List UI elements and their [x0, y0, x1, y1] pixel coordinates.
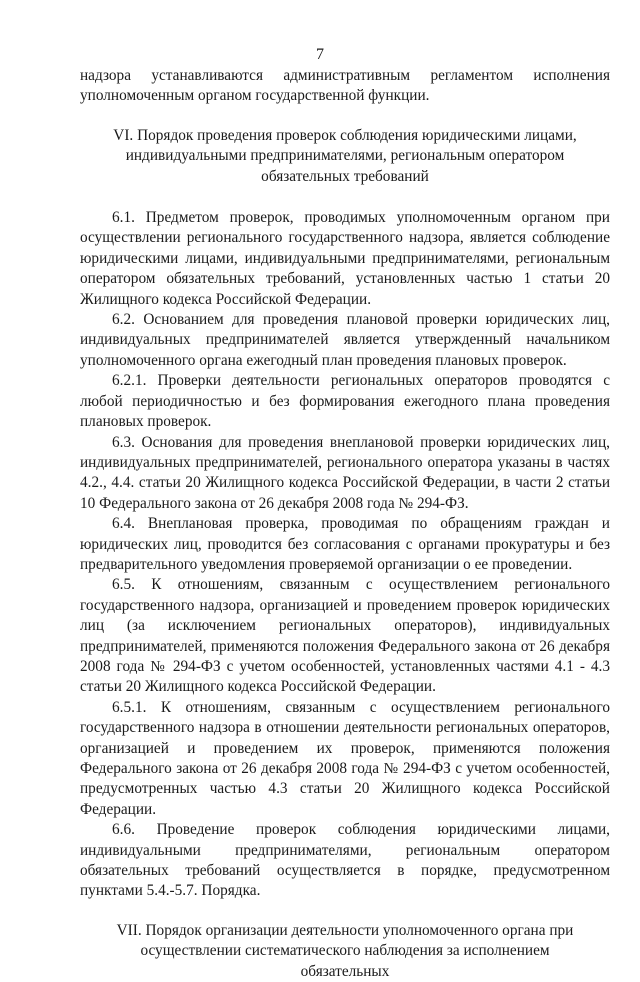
page-number: 7	[316, 46, 324, 63]
intro-paragraph: надзора устанавливаются административным регламентом исполнения уполномоченным органом государственной функции.	[80, 67, 610, 105]
section-7-title: VII. Порядок организации деятельности уполномоченного органа при осуществлении систематического наблюдения за исполнением обязательных	[116, 921, 574, 980]
paragraph-6-2-1: 6.2.1. Проверки деятельности региональных операторов проводятся с любой периодичностью и без формирования ежегодного плана проведения плановых проверок.	[80, 372, 610, 431]
spacer	[80, 187, 610, 208]
paragraph-6-6: 6.6. Проведение проверок соблюдения юридическими лицами, индивидуальными предпринимателями, региональным оператором обязательных требований осуществляется в порядке, предусмотренном пунктами 5.4.-5.7. Порядка.	[80, 821, 610, 900]
paragraph-6-1: 6.1. Предметом проверок, проводимых уполномоченным органом при осуществлении регионального государственного надзора, является соблюдение юридическими лицами, индивидуальными предпринимателями, региональным оператором обязательных требований, установленных частью 1 статьи 20 Жилищного кодекса Российской Федерации.	[80, 209, 610, 308]
paragraph-6-5: 6.5. К отношениям, связанным с осуществлением регионального государственного надзора, организацией и проведением проверок юридических лиц (за исключением региональных операторов), индивидуальных предпринимателей, применяются положения Федерального закона от 26 декабря 2008 года № 294-ФЗ с учетом особенностей, установленных частями 4.1 - 4.3 статьи 20 Жилищного кодекса Российской Федерации.	[80, 576, 610, 696]
page-content	[80, 66, 610, 982]
paragraph-6-4: 6.4. Внеплановая проверка, проводимая по обращениям граждан и юридических лиц, проводится без согласования с органами прокуратуры и без предварительного уведомления проверяемой организации о ее проведении.	[80, 515, 610, 573]
spacer	[80, 107, 610, 126]
paragraph-6-2: 6.2. Основанием для проведения плановой проверки юридических лиц, индивидуальных предпринимателей является утвержденный начальником уполномоченного органа ежегодный план проведения плановых проверок.	[80, 311, 610, 369]
paragraph-6-5-1: 6.5.1. К отношениям, связанным с осуществлением регионального государственного надзора в отношении деятельности региональных операторов, организацией и проведением их проверок, применяются положения Федерального закона от 26 декабря 2008 года № 294-ФЗ с учетом особенностей, предусмотренных частью 4.3 статьи 20 Жилищного кодекса Российской Федерации.	[80, 698, 610, 818]
section-6-title: VI. Порядок проведения проверок соблюдения юридическими лицами, индивидуальными предпринимателями, региональным оператором обязательных требований	[113, 126, 577, 185]
paragraph-6-3: 6.3. Основания для проведения внеплановой проверки юридических лиц, индивидуальных предпринимателей, регионального оператора указаны в частях 4.2., 4.4. статьи 20 Жилищного кодекса Российской Федерации, в части 2 статьи 10 Федерального закона от 26 декабря 2008 года № 294-ФЗ.	[80, 433, 610, 512]
